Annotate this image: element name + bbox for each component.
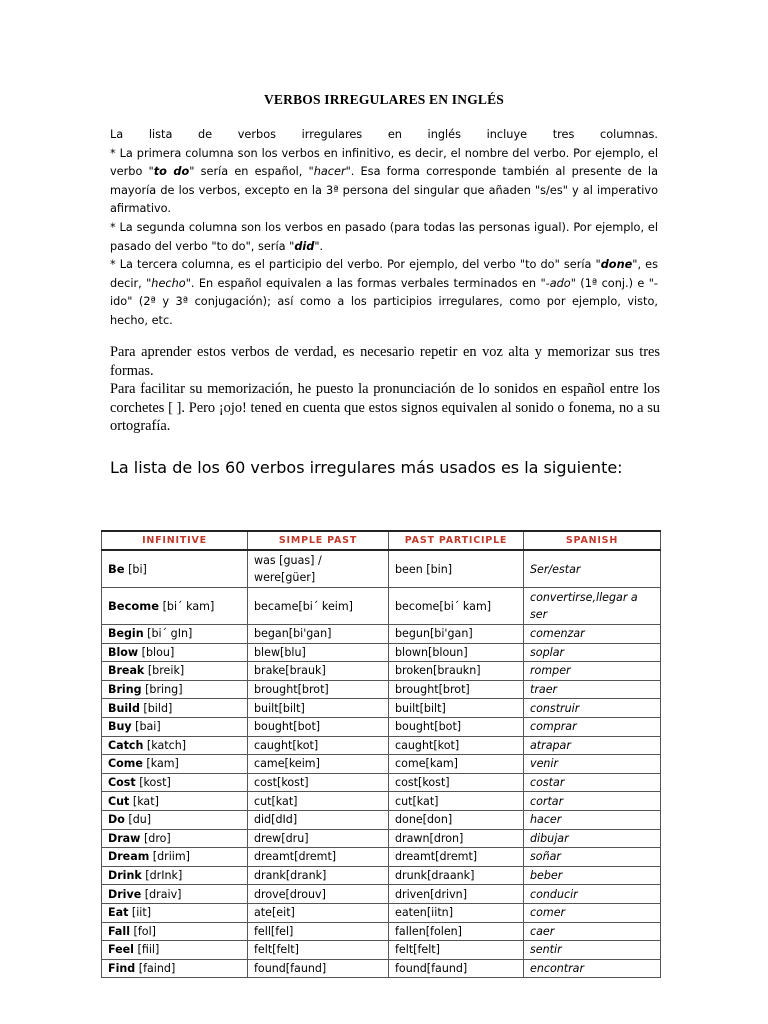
intro-p2-text-e: ". Esa forma corresponde también al presente de la mayoría de los verbos, excepto en la 3ª persona del singular que añaden "s/es" y al imperativo afirmativo. — [110, 165, 658, 216]
table-row — [102, 903, 661, 922]
intro-p2-text-a: * La primera columna son los verbos en infinitivo, es decir, el nombre del verbo. Por ejemplo, el verbo " — [110, 146, 658, 179]
cell-past-participle: found[faund] — [389, 959, 524, 978]
cell-infinitive — [102, 717, 248, 736]
verb-pronunciation: [bi] — [124, 562, 147, 576]
verb-pronunciation: [kost] — [135, 776, 171, 790]
header-simple-past: SIMPLE PAST — [248, 531, 389, 550]
cell-past-participle: dreamt[dremt] — [389, 848, 524, 867]
cell-spanish: romper — [524, 662, 661, 681]
table-row — [102, 680, 661, 699]
intro-text — [110, 126, 658, 331]
cell-simple-past: bought[bot] — [248, 717, 389, 736]
intro-p2-text-c: " sería en español, " — [189, 165, 314, 179]
intro-p4-text-c: ", es decir, " — [110, 258, 658, 290]
verb-pronunciation: [blou] — [138, 645, 175, 659]
table-row — [102, 885, 661, 904]
verb-pronunciation: [kam] — [142, 757, 179, 771]
cell-infinitive — [102, 848, 248, 867]
cell-spanish: soplar — [524, 643, 661, 662]
table-header-row — [102, 531, 661, 550]
cell-simple-past: dreamt[dremt] — [248, 848, 389, 867]
intro-paragraph-2 — [110, 145, 658, 219]
cell-infinitive — [102, 903, 248, 922]
cell-spanish: encontrar — [524, 959, 661, 978]
header-past-participle: PAST PARTICIPLE — [389, 531, 524, 550]
table-row — [102, 922, 661, 941]
table-row — [102, 643, 661, 662]
verb-pronunciation: [bi´ gIn] — [143, 627, 193, 641]
table-row — [102, 866, 661, 885]
cell-infinitive — [102, 680, 248, 699]
cell-simple-past: did[dId] — [248, 810, 389, 829]
intro-p4-text-a: * La tercera columna, es el participio del verbo. Por ejemplo, del verbo "to do" sería " — [110, 258, 601, 272]
cell-past-participle: caught[kot] — [389, 736, 524, 755]
cell-past-participle: built[bilt] — [389, 699, 524, 718]
verb-infinitive: Eat — [108, 906, 129, 920]
cell-simple-past: found[faund] — [248, 959, 389, 978]
verb-infinitive: Come — [108, 757, 143, 771]
cell-simple-past: fell[fel] — [248, 922, 389, 941]
verb-infinitive: Find — [108, 961, 136, 975]
verb-infinitive: Begin — [108, 627, 144, 641]
verb-pronunciation: [bring] — [141, 683, 183, 697]
header-spanish: SPANISH — [524, 531, 661, 550]
verb-pronunciation: [driim] — [149, 850, 191, 864]
cell-past-participle: begun[bi'gan] — [389, 625, 524, 644]
cell-infinitive — [102, 866, 248, 885]
verb-pronunciation: [katch] — [143, 738, 187, 752]
table-row — [102, 588, 661, 625]
cell-past-participle: blown[bloun] — [389, 643, 524, 662]
cell-simple-past: came[keim] — [248, 755, 389, 774]
verb-infinitive: Feel — [108, 943, 134, 957]
cell-infinitive — [102, 755, 248, 774]
header-infinitive: INFINITIVE — [102, 531, 248, 550]
cell-infinitive — [102, 829, 248, 848]
cell-past-participle: come[kam] — [389, 755, 524, 774]
verb-infinitive: Blow — [108, 645, 139, 659]
intro-p3-example-did: did — [294, 239, 315, 253]
cell-infinitive — [102, 922, 248, 941]
verb-infinitive: Buy — [108, 720, 132, 734]
cell-spanish: traer — [524, 680, 661, 699]
cell-simple-past: felt[felt] — [248, 941, 389, 960]
cell-simple-past: drew[dru] — [248, 829, 389, 848]
intro-p2-example-hacer: hacer — [313, 165, 346, 179]
cell-past-participle: fallen[folen] — [389, 922, 524, 941]
cell-past-participle: driven[drivn] — [389, 885, 524, 904]
verb-infinitive: Fall — [108, 924, 131, 938]
cell-infinitive — [102, 699, 248, 718]
verb-infinitive: Drink — [108, 869, 142, 883]
cell-simple-past: built[bilt] — [248, 699, 389, 718]
explanation-text — [110, 343, 660, 436]
table-row — [102, 941, 661, 960]
list-heading: La lista de los 60 verbos irregulares más usados es la siguiente: — [110, 458, 623, 477]
cell-past-participle: done[don] — [389, 810, 524, 829]
verb-infinitive: Dream — [108, 850, 150, 864]
cell-past-participle: cut[kat] — [389, 792, 524, 811]
intro-p2-example-to-do: to do — [153, 165, 190, 179]
table-row — [102, 625, 661, 644]
cell-spanish: atrapar — [524, 736, 661, 755]
cell-simple-past: cut[kat] — [248, 792, 389, 811]
intro-p3-text-c: ". — [314, 239, 324, 253]
cell-spanish: Ser/estar — [524, 550, 661, 588]
intro-paragraph-3 — [110, 219, 658, 256]
cell-spanish: comprar — [524, 717, 661, 736]
table-row — [102, 755, 661, 774]
cell-infinitive — [102, 588, 248, 625]
intro-p4-text-g: (1ª conj.) e "-ido" (2ª y 3ª conjugación); así como a los participios irregulares, como por ejemplo, visto, hecho, etc. — [110, 276, 658, 327]
cell-past-participle: felt[felt] — [389, 941, 524, 960]
cell-infinitive — [102, 625, 248, 644]
verb-infinitive: Do — [108, 813, 125, 827]
cell-simple-past: was [guas] / were[güer] — [248, 550, 389, 588]
cell-past-participle: broken[braukn] — [389, 662, 524, 681]
cell-past-participle: eaten[iitn] — [389, 903, 524, 922]
table-row — [102, 829, 661, 848]
verb-infinitive: Break — [108, 664, 145, 678]
cell-spanish: convertirse,llegar a ser — [524, 588, 661, 625]
cell-infinitive — [102, 550, 248, 588]
table-row — [102, 792, 661, 811]
cell-spanish: caer — [524, 922, 661, 941]
table-row — [102, 959, 661, 978]
verb-infinitive: Drive — [108, 887, 142, 901]
cell-simple-past: brake[brauk] — [248, 662, 389, 681]
document-title: VERBOS IRREGULARES EN INGLÉS — [263, 92, 505, 107]
irregular-verbs-table — [101, 530, 661, 978]
verb-infinitive: Cost — [108, 776, 136, 790]
cell-spanish: beber — [524, 866, 661, 885]
verb-infinitive: Draw — [108, 831, 141, 845]
intro-p4-example-hecho: hecho — [151, 276, 186, 290]
table-row — [102, 773, 661, 792]
verb-pronunciation: [drInk] — [141, 869, 183, 883]
cell-simple-past: caught[kot] — [248, 736, 389, 755]
cell-spanish: venir — [524, 755, 661, 774]
verb-pronunciation: [bi´ kam] — [159, 599, 215, 613]
cell-simple-past: became[bi´ keim] — [248, 588, 389, 625]
table-row — [102, 810, 661, 829]
cell-past-participle: brought[brot] — [389, 680, 524, 699]
cell-spanish: costar — [524, 773, 661, 792]
verb-pronunciation: [bai] — [131, 720, 161, 734]
table-row — [102, 699, 661, 718]
intro-p4-example-ado: "-ado" — [540, 276, 576, 290]
cell-spanish: dibujar — [524, 829, 661, 848]
verb-infinitive: Cut — [108, 794, 130, 808]
cell-simple-past: ate[eit] — [248, 903, 389, 922]
cell-spanish: hacer — [524, 810, 661, 829]
cell-simple-past: began[bi'gan] — [248, 625, 389, 644]
table-row — [102, 550, 661, 588]
verb-pronunciation: [dro] — [140, 831, 171, 845]
cell-past-participle: become[bi´ kam] — [389, 588, 524, 625]
cell-past-participle: bought[bot] — [389, 717, 524, 736]
table-row — [102, 736, 661, 755]
cell-past-participle: cost[kost] — [389, 773, 524, 792]
verb-pronunciation: [iit] — [128, 906, 152, 920]
explanation-paragraph-2: Para facilitar su memorización, he puesto la pronunciación de lo sonidos en español entre los corchetes [ ]. Pero ¡ojo! tened en cuenta que estos signos equivalen al sonido o fonema, no a su ortografía. — [110, 381, 660, 435]
cell-spanish: comer — [524, 903, 661, 922]
verb-pronunciation: [faind] — [135, 961, 176, 975]
cell-infinitive — [102, 959, 248, 978]
verb-pronunciation: [fol] — [130, 924, 156, 938]
table-row — [102, 717, 661, 736]
cell-infinitive — [102, 941, 248, 960]
cell-spanish: comenzar — [524, 625, 661, 644]
cell-simple-past: blew[blu] — [248, 643, 389, 662]
cell-past-participle: drunk[draank] — [389, 866, 524, 885]
cell-infinitive — [102, 810, 248, 829]
verb-pronunciation: [bild] — [139, 701, 173, 715]
verb-infinitive: Become — [108, 598, 160, 613]
cell-spanish: construir — [524, 699, 661, 718]
intro-paragraph-1: La lista de verbos irregulares en inglés incluye tres columnas. — [110, 128, 658, 141]
verb-pronunciation: [du] — [124, 813, 152, 827]
explanation-paragraph-1: Para aprender estos verbos de verdad, es necesario repetir en voz alta y memorizar sus tres formas. — [110, 344, 660, 379]
table-row — [102, 662, 661, 681]
cell-simple-past: cost[kost] — [248, 773, 389, 792]
cell-spanish: conducir — [524, 885, 661, 904]
cell-infinitive — [102, 662, 248, 681]
verb-infinitive: Bring — [108, 683, 142, 697]
verb-pronunciation: [draiv] — [141, 887, 182, 901]
verb-infinitive: Build — [108, 701, 140, 715]
cell-infinitive — [102, 885, 248, 904]
cell-spanish: sentir — [524, 941, 661, 960]
intro-p4-text-e: ". En español equivalen a las formas verbales terminados en — [185, 276, 541, 290]
verb-pronunciation: [kat] — [129, 794, 159, 808]
verb-infinitive: Catch — [108, 738, 144, 752]
cell-infinitive — [102, 792, 248, 811]
cell-past-participle: been [bin] — [389, 550, 524, 588]
verb-infinitive: Be — [108, 561, 125, 576]
intro-paragraph-4 — [110, 256, 658, 330]
intro-p3-text-a: * La segunda columna son los verbos en pasado (para todas las personas igual). Por ejemplo, el pasado del verbo "to do", sería " — [110, 220, 658, 253]
verb-pronunciation: [breik] — [144, 664, 185, 678]
cell-spanish: soñar — [524, 848, 661, 867]
cell-simple-past: drank[drank] — [248, 866, 389, 885]
cell-infinitive — [102, 773, 248, 792]
cell-infinitive — [102, 736, 248, 755]
cell-infinitive — [102, 643, 248, 662]
table-row — [102, 848, 661, 867]
intro-p4-example-done: done — [600, 258, 633, 272]
cell-simple-past: drove[drouv] — [248, 885, 389, 904]
cell-past-participle: drawn[dron] — [389, 829, 524, 848]
verb-pronunciation: [fiil] — [133, 943, 160, 957]
cell-spanish: cortar — [524, 792, 661, 811]
cell-simple-past: brought[brot] — [248, 680, 389, 699]
